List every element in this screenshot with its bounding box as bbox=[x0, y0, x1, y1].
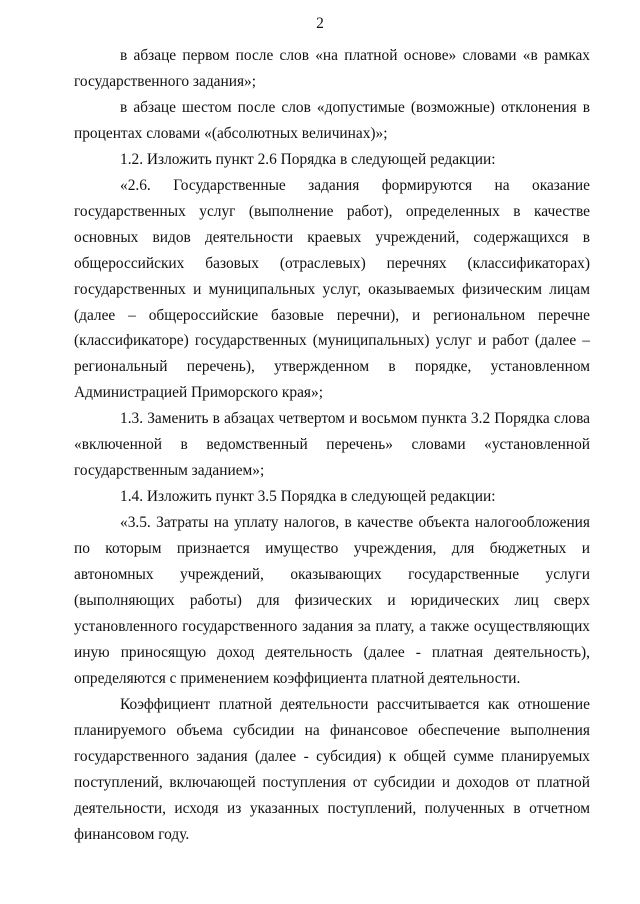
document-body bbox=[74, 43, 590, 848]
paragraph-abzac-shestoi: в абзаце шестом после слов «допустимые (возможные) отклонения в процентах словами «(абсолютных величинах)»; bbox=[74, 98, 590, 142]
paragraph-punkt-3-5: «3.5. Затраты на уплату налогов, в качестве объекта налогообложения по которым признается имущество учреждения, для бюджетных и автономных учреждений, оказывающих государственные услуги (выполняющих работы) для физических и юридических лиц сверх установленного государственного задания за плату, а также осуществляющих иную приносящую доход деятельность (далее - платная деятельность), определяются с применением коэффициента платной деятельности. bbox=[74, 514, 590, 687]
paragraph-koefficient: Коэффициент платной деятельности рассчитывается как отношение планируемого объема субсидии на финансовое обеспечение выполнения государственного задания (далее - субсидия) к общей сумме планируемых поступлений, включающей поступления от субсидии и доходов от платной деятельности, исходя из указанных поступлений, полученных в отчетном финансовом году. bbox=[74, 695, 590, 843]
paragraph-item-1-2: 1.2. Изложить пункт 2.6 Порядка в следующей редакции: bbox=[120, 150, 496, 168]
paragraph-item-1-3: 1.3. Заменить в абзацах четвертом и восьмом пункта 3.2 Порядка слова «включенной в ведомственный перечень» словами «установленной государственным заданием»; bbox=[74, 410, 590, 480]
paragraph-punkt-2-6: «2.6. Государственные задания формируются на оказание государственных услуг (выполнение работ), определенных в качестве основных видов деятельности краевых учреждений, содержащихся в общероссийских базовых (отраслевых) перечнях (классификаторах) государственных и муниципальных услуг, оказываемых физическим лицам (далее – общероссийские базовые перечни), и региональном перечне (классификаторе) государственных (муниципальных) услуг и работ (далее – региональный перечень), утвержденном в порядке, установленном Администрацией Приморского края»; bbox=[74, 176, 590, 402]
page-number: 2 bbox=[316, 15, 324, 32]
paragraph-abzac-pervyi: в абзаце первом после слов «на платной основе» словами «в рамках государственного задания»; bbox=[74, 47, 590, 90]
paragraph-item-1-4: 1.4. Изложить пункт 3.5 Порядка в следующей редакции: bbox=[120, 488, 496, 506]
